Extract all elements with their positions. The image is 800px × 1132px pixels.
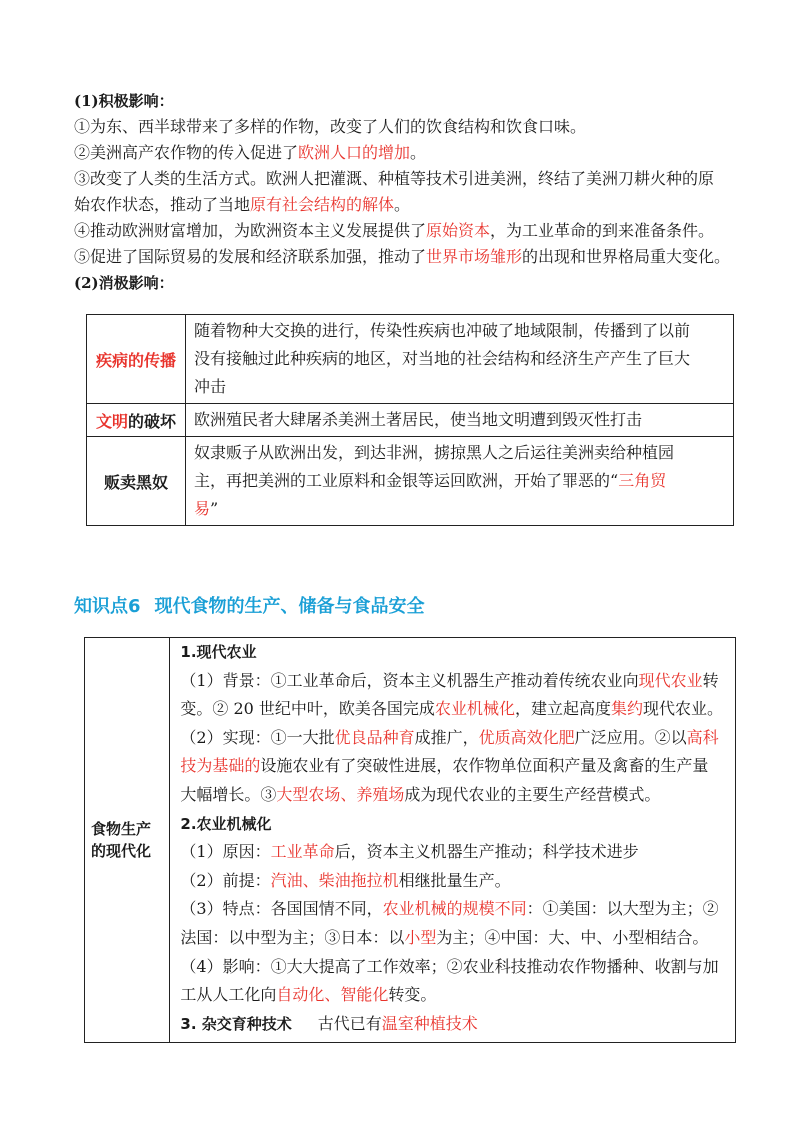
text-line: 大幅增长。③大型农场、养殖场成为现代农业的主要生产经营模式。 bbox=[180, 784, 661, 804]
row-text-disease: 随着物种大交换的进行，传染性疾病也冲破了地域限制，传播到了以前 没有接触过此种疾病的地区，对当地的社会结构和经济生产产生了巨大 冲击 bbox=[186, 315, 734, 404]
row-label-civilization: 文明的破坏 bbox=[87, 404, 186, 437]
positive-item-3: ③改变了人类的生活方式。欧洲人把灌溉、种植等技术引进美洲，终结了美洲刀耕火种的原 bbox=[74, 169, 715, 188]
knowledge-point-heading: 现代食物的生产、储备与食品安全 bbox=[154, 596, 425, 617]
text-line: 工从人工化向自动化、智能化转变。 bbox=[180, 985, 437, 1005]
section-hybrid-breeding: 3. 杂交育种技术 古代已有温室种植技术 bbox=[180, 1013, 478, 1033]
food-production-table bbox=[84, 637, 736, 1043]
negative-impacts-table bbox=[86, 314, 734, 526]
row-content-modernization bbox=[170, 638, 736, 1043]
section-modern-agriculture: 1.现代农业 bbox=[180, 643, 257, 661]
table-row bbox=[87, 437, 734, 526]
row-label-disease: 疾病的传播 bbox=[87, 315, 186, 404]
table-row bbox=[85, 638, 736, 1043]
row-label-modernization: 食物生产的现代化 bbox=[85, 638, 170, 1043]
positive-item-4: ④推动欧洲财富增加，为欧洲资本主义发展提供了原始资本，为工业革命的到来准备条件。 bbox=[74, 221, 715, 240]
text-line: （3）特点：各国国情不同，农业机械的规模不同：①美国：以大型为主；② bbox=[180, 899, 719, 919]
row-text-civilization: 欧洲殖民者大肆屠杀美洲土著居民，使当地文明遭到毁灭性打击 bbox=[186, 404, 734, 437]
positive-heading: (1)积极影响： bbox=[74, 92, 174, 110]
highlight-triangle-trade-end: 易 bbox=[194, 499, 211, 518]
row-label-slave-trade: 贩卖黑奴 bbox=[87, 437, 186, 526]
text-line: （2）实现：①一大批优良品种育成推广，优质高效化肥广泛应用。②以高科 bbox=[180, 727, 719, 747]
positive-item-1: ①为东、西半球带来了多样的作物，改变了人们的饮食结构和饮食口味。 bbox=[74, 117, 587, 136]
highlight-triangle-trade: 三角贸 bbox=[618, 471, 667, 490]
positive-impacts bbox=[74, 88, 734, 296]
positive-item-2: ②美洲高产农作物的传入促进了欧洲人口的增加。 bbox=[74, 143, 427, 162]
section-mechanization: 2.农业机械化 bbox=[180, 814, 272, 833]
text-line: 技为基础的设施农业有了突破性进展，农作物单位面积产量及禽畜的生产量 bbox=[180, 756, 709, 776]
text-line: （1）原因：工业革命后，资本主义机器生产推动；科学技术进步 bbox=[180, 842, 639, 862]
text-line: （4）影响：①大大提高了工作效率；②农业科技推动农作物播种、收割与加 bbox=[180, 956, 719, 976]
knowledge-point-title bbox=[74, 592, 425, 618]
knowledge-point-number: 知识点6 bbox=[74, 596, 141, 617]
text-line: （2）前提：汽油、柴油拖拉机相继批量生产。 bbox=[180, 870, 511, 890]
text-line: （1）背景：①工业革命后，资本主义机器生产推动着传统农业向现代农业转 bbox=[180, 670, 719, 690]
text-line: 法国：以中型为主；③日本：以小型为主；④中国：大、中、小型相结合。 bbox=[180, 927, 709, 947]
row-text-slave-trade: 奴隶贩子从欧洲出发，到达非洲，掳掠黑人之后运往美洲卖给种植园 主，再把美洲的工业原料和金银等运回欧洲，开始了罪恶的“三角贸 易” bbox=[186, 437, 734, 526]
table-row bbox=[87, 404, 734, 437]
negative-heading: (2)消极影响： bbox=[74, 274, 174, 292]
text-line: 变。② 20 世纪中叶，欧美各国完成农业机械化，建立起高度集约现代农业。 bbox=[180, 699, 723, 719]
table-row bbox=[87, 315, 734, 404]
positive-item-3-cont: 始农作状态，推动了当地原有社会结构的解体。 bbox=[74, 195, 411, 214]
positive-item-5: ⑤促进了国际贸易的发展和经济联系加强，推动了世界市场雏形的出现和世界格局重大变化。 bbox=[74, 247, 731, 266]
